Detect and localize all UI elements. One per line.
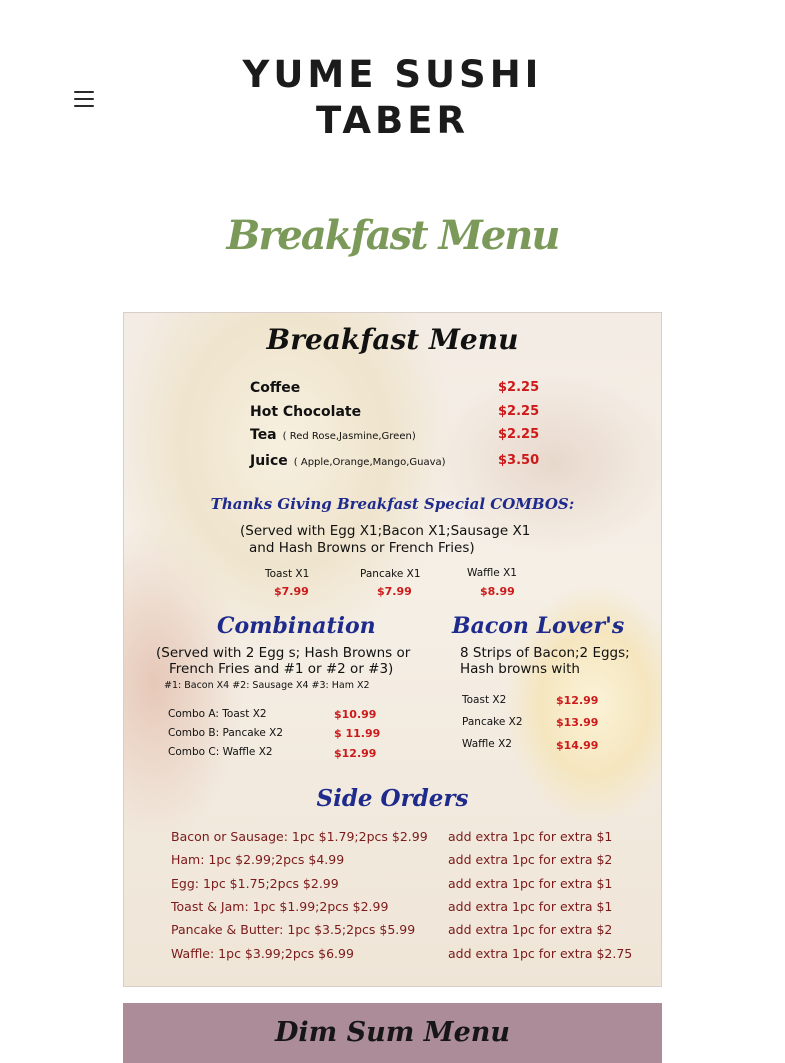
breakfast-image-title: Breakfast Menu	[266, 323, 519, 356]
combination-item-price: $ 11.99	[334, 727, 381, 740]
drink-name: Hot Chocolate	[250, 404, 362, 420]
bacon-lovers-item-price: $14.99	[556, 739, 599, 752]
breakfast-menu-image[interactable]	[123, 312, 662, 987]
special-desc-line2: and Hash Browns or French Fries)	[249, 540, 475, 556]
combination-item-name: Combo C: Waffle X2	[168, 746, 273, 758]
side-order-item: Waffle: 1pc $3.99;2pcs $6.99	[171, 946, 354, 961]
side-order-extra: add extra 1pc for extra $2	[448, 852, 613, 867]
bacon-lovers-title: Bacon Lover's	[452, 613, 625, 639]
side-order-extra: add extra 1pc for extra $1	[448, 876, 613, 891]
combination-item-price: $10.99	[334, 708, 377, 721]
combination-options: #1: Bacon X4 #2: Sausage X4 #3: Ham X2	[164, 680, 370, 691]
bacon-lovers-desc-line1: 8 Strips of Bacon;2 Eggs;	[460, 645, 630, 661]
special-desc-line1: (Served with Egg X1;Bacon X1;Sausage X1	[240, 523, 531, 539]
combination-desc-line2: French Fries and #1 or #2 or #3)	[169, 661, 394, 677]
bacon-lovers-item-price: $13.99	[556, 716, 599, 729]
side-order-item: Toast & Jam: 1pc $1.99;2pcs $2.99	[171, 899, 389, 914]
combination-item-name: Combo A: Toast X2	[168, 708, 267, 720]
combination-item-price: $12.99	[334, 747, 377, 760]
side-order-item: Ham: 1pc $2.99;2pcs $4.99	[171, 852, 345, 867]
side-order-extra: add extra 1pc for extra $2	[448, 922, 613, 937]
side-orders-title: Side Orders	[316, 785, 469, 812]
special-title: Thanks Giving Breakfast Special COMBOS:	[210, 495, 575, 513]
bacon-lovers-desc-line2: Hash browns with	[460, 661, 580, 677]
side-order-item: Egg: 1pc $1.75;2pcs $2.99	[171, 876, 339, 891]
bacon-lovers-item-name: Toast X2	[462, 694, 507, 706]
special-item-price: $7.99	[274, 585, 309, 598]
side-order-extra: add extra 1pc for extra $1	[448, 829, 613, 844]
site-title-line1: YUME SUSHI	[242, 53, 543, 96]
side-order-item: Bacon or Sausage: 1pc $1.79;2pcs $2.99	[171, 829, 428, 844]
side-order-item: Pancake & Butter: 1pc $3.5;2pcs $5.99	[171, 922, 416, 937]
special-item-name: Pancake X1	[360, 568, 421, 580]
drink-name: Juice ( Apple,Orange,Mango,Guava)	[250, 453, 446, 469]
drink-price: $3.50	[498, 453, 540, 468]
section-heading: Breakfast Menu	[226, 212, 559, 259]
dim-sum-menu-image[interactable]	[123, 1003, 662, 1063]
special-item-name: Waffle X1	[467, 567, 517, 579]
combination-item-name: Combo B: Pancake X2	[168, 727, 284, 739]
special-item-price: $7.99	[377, 585, 412, 598]
side-order-extra: add extra 1pc for extra $2.75	[448, 946, 633, 961]
combination-title: Combination	[217, 613, 376, 639]
drink-price: $2.25	[498, 380, 540, 395]
drink-name: Tea ( Red Rose,Jasmine,Green)	[250, 427, 416, 443]
bacon-lovers-item-name: Pancake X2	[462, 716, 523, 728]
bacon-lovers-item-name: Waffle X2	[462, 738, 512, 750]
combination-desc-line1: (Served with 2 Egg s; Hash Browns or	[156, 645, 411, 661]
drink-price: $2.25	[498, 404, 540, 419]
drink-name: Coffee	[250, 380, 301, 396]
site-title[interactable]	[0, 52, 785, 144]
drink-price: $2.25	[498, 427, 540, 442]
special-item-name: Toast X1	[265, 568, 310, 580]
dim-sum-title: Dim Sum Menu	[274, 1017, 511, 1048]
side-order-extra: add extra 1pc for extra $1	[448, 899, 613, 914]
bacon-lovers-item-price: $12.99	[556, 694, 599, 707]
site-title-line2: TABER	[316, 99, 469, 142]
special-item-price: $8.99	[480, 585, 515, 598]
